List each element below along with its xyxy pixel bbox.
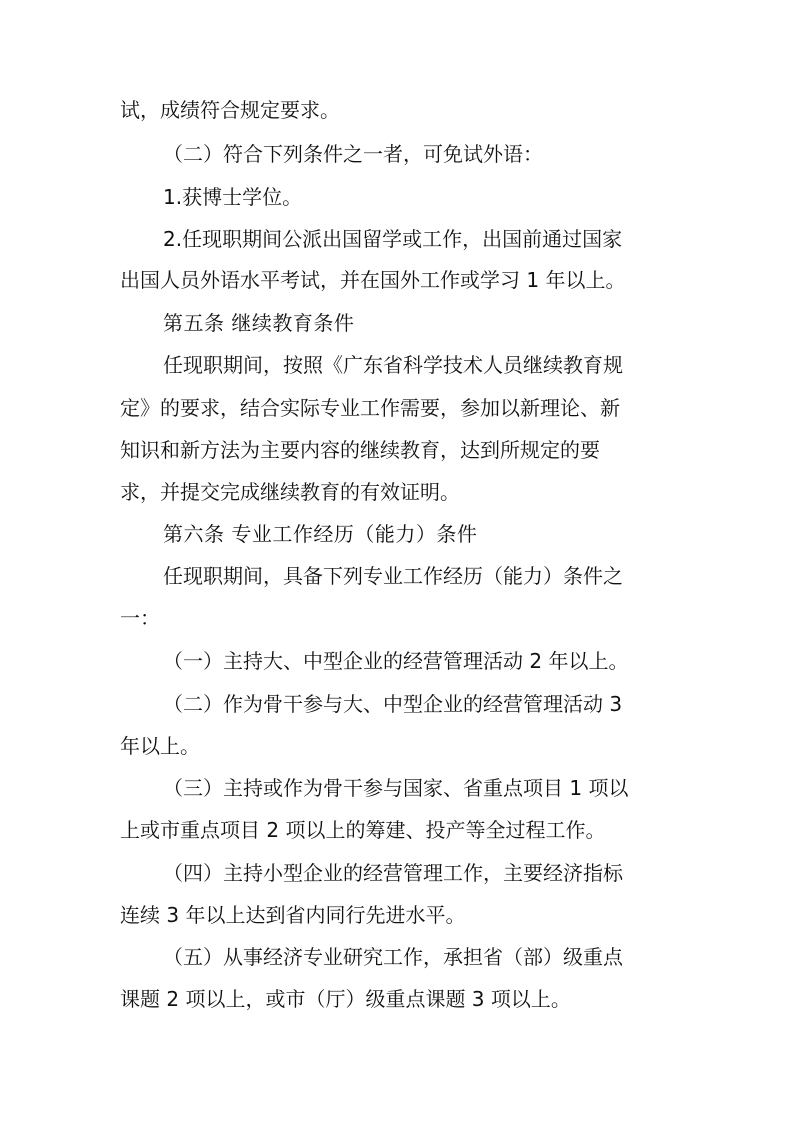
text-line: 2.任现职期间公派出国留学或工作，出国前通过国家 <box>163 227 623 251</box>
text-line: 1.获博士学位。 <box>163 185 303 209</box>
text-line: 上或市重点项目 2 项以上的筹建、投产等全过程工作。 <box>120 818 606 842</box>
text-line: 任现职期间，具备下列专业工作经历（能力）条件之 <box>163 564 623 588</box>
text-line: （二）符合下列条件之一者，可免试外语： <box>163 142 543 166</box>
text-line: 试，成绩符合规定要求。 <box>120 98 340 122</box>
text-line: 课题 2 项以上，或市（厅）级重点课题 3 项以上。 <box>120 987 571 1011</box>
section-heading: 第六条 专业工作经历（能力）条件 <box>163 522 478 546</box>
text-line: （四）主持小型企业的经营管理工作，主要经济指标 <box>163 861 623 885</box>
text-line: 任现职期间，按照《广东省科学技术人员继续教育规 <box>163 353 623 377</box>
text-line: （五）从事经济专业研究工作，承担省（部）级重点 <box>163 945 623 969</box>
text-line: 一： <box>120 606 160 630</box>
text-line: 连续 3 年以上达到省内同行先进水平。 <box>120 903 466 927</box>
text-line: 出国人员外语水平考试，并在国外工作或学习 1 年以上。 <box>120 268 626 292</box>
text-line: 定》的要求，结合实际专业工作需要，参加以新理论、新 <box>120 396 620 420</box>
text-line: （一）主持大、中型企业的经营管理活动 2 年以上。 <box>163 649 629 673</box>
section-heading: 第五条 继续教育条件 <box>163 311 355 335</box>
text-line: （二）作为骨干参与大、中型企业的经营管理活动 3 <box>163 692 623 716</box>
text-line: 知识和新方法为主要内容的继续教育，达到所规定的要 <box>120 438 600 462</box>
text-line: 求，并提交完成继续教育的有效证明。 <box>120 480 460 504</box>
text-line: （三）主持或作为骨干参与国家、省重点项目 1 项以 <box>163 776 629 800</box>
text-line: 年以上。 <box>120 734 200 758</box>
